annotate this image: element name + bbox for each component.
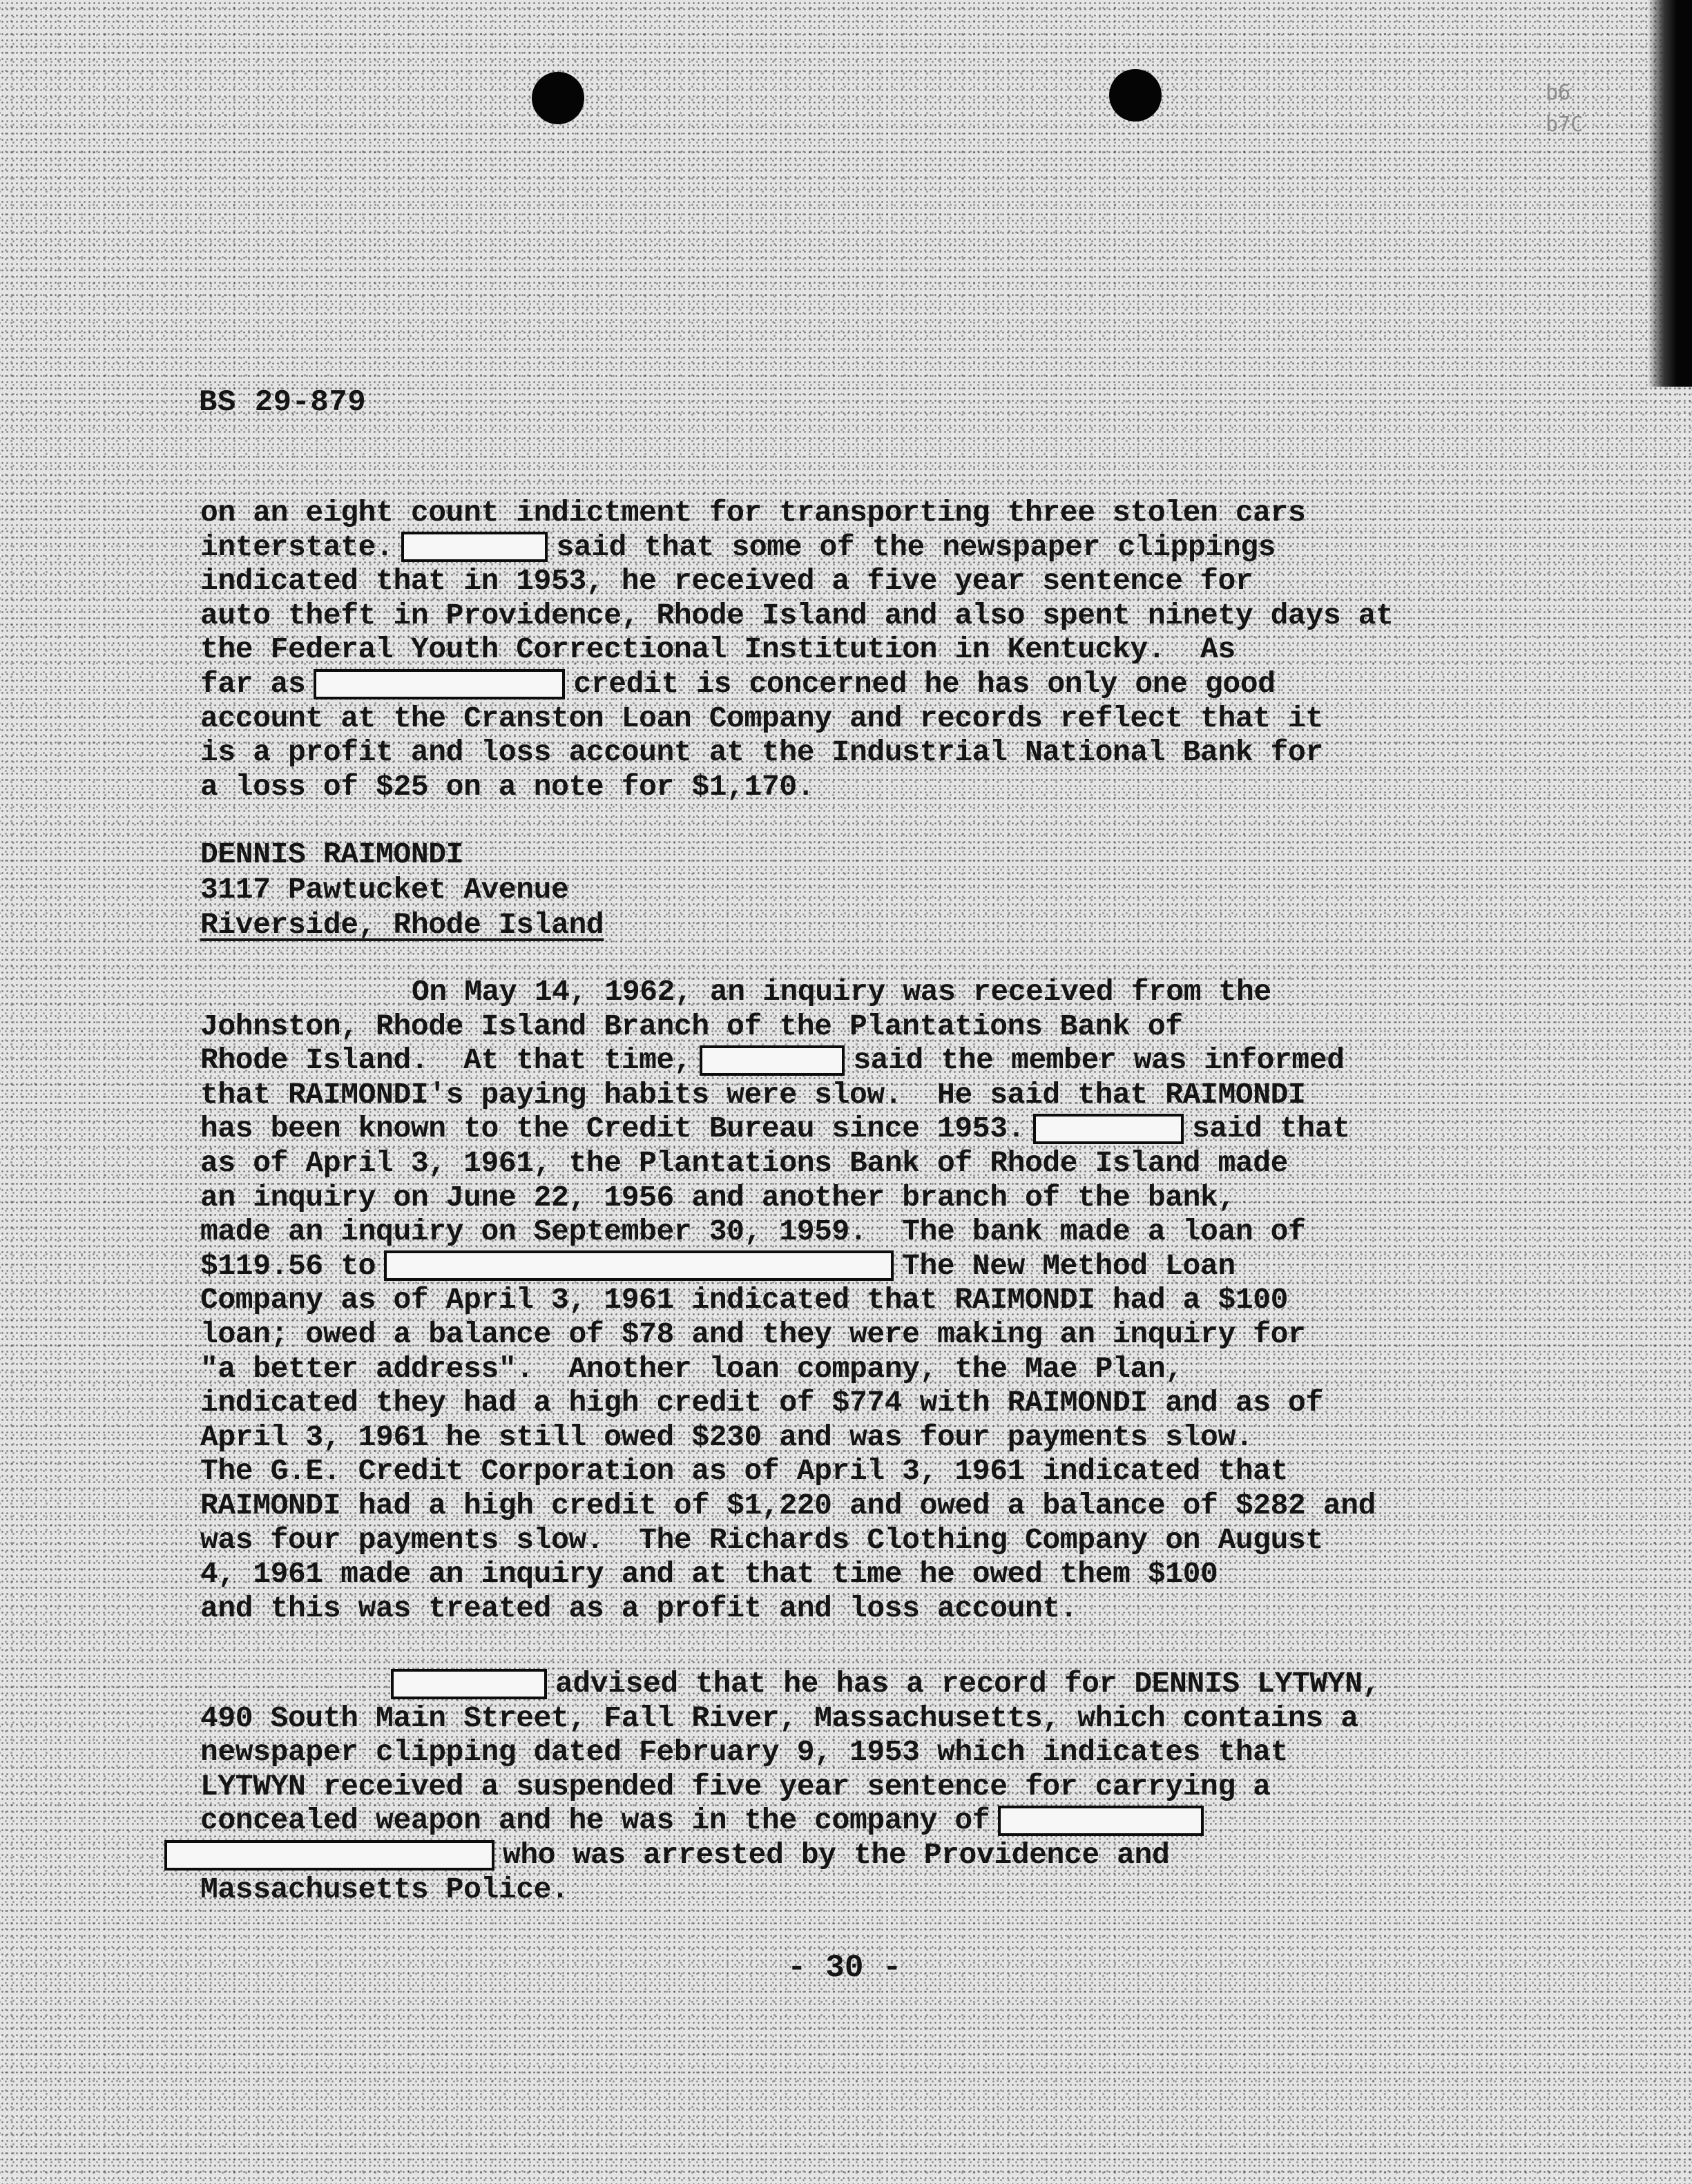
text-line: newspaper clipping dated February 9, 1953 which indicates that <box>200 1735 1289 1770</box>
file-number: BS 29-879 <box>199 385 367 420</box>
text-line: loan; owed a balance of $78 and they were making an inquiry for <box>200 1317 1306 1351</box>
text-line: account at the Cranston Loan Company and records reflect that it <box>200 701 1323 735</box>
text-line: as of April 3, 1961, the Plantations Bank of Rhode Island made <box>200 1146 1289 1180</box>
redaction-box <box>391 1669 547 1699</box>
text-line: is a profit and loss account at the Industrial National Bank for <box>200 735 1323 770</box>
text-line: 490 South Main Street, Fall River, Massachusetts, which contains a <box>200 1701 1358 1735</box>
text-line: advised that he has a record for DENNIS LYTWYN, <box>200 1667 1623 1701</box>
page-number: - 30 - <box>787 1950 902 1986</box>
text-line: $119.56 to The New Method Loan <box>200 1248 1236 1283</box>
redaction-box <box>384 1250 894 1281</box>
redaction-box <box>401 532 548 562</box>
redaction-box <box>700 1045 845 1076</box>
text-line: the Federal Youth Correctional Institution in Kentucky. As <box>200 632 1236 667</box>
punch-hole <box>1109 69 1162 122</box>
text-line: interstate. said that some of the newspaper clippings <box>200 530 1276 564</box>
text-line: Massachusetts Police. <box>200 1872 569 1906</box>
text-line: far as credit is concerned he has only one good <box>200 666 1276 701</box>
text-line: "a better address". Another loan company, the Mae Plan, <box>200 1351 1183 1386</box>
text-line: RAIMONDI had a high credit of $1,220 and owed a balance of $282 and <box>200 1488 1376 1523</box>
exemption-code: b6 <box>1546 81 1571 105</box>
text-line: a loss of $25 on a note for $1,170. <box>200 769 815 804</box>
punch-hole <box>532 72 584 124</box>
subject-street: 3117 Pawtucket Avenue <box>200 873 569 907</box>
subject-address <box>200 837 1623 943</box>
redaction-box <box>998 1806 1204 1836</box>
text-line: who was arrested by the Providence and <box>164 1838 1623 1873</box>
redaction-box <box>164 1840 494 1871</box>
page-edge-shadow <box>1648 0 1692 387</box>
text-line: Company as of April 3, 1961 indicated that RAIMONDI had a $100 <box>200 1283 1289 1317</box>
paragraph-credit-history <box>200 496 1623 804</box>
redaction-box <box>1033 1114 1184 1144</box>
text-line: On May 14, 1962, an inquiry was received from the <box>412 975 1271 1009</box>
text-line: Rhode Island. At that time, said the member was informed <box>200 1043 1345 1078</box>
text-line: was four payments slow. The Richards Clothing Company on August <box>200 1523 1323 1557</box>
text-line: and this was treated as a profit and loss account. <box>200 1591 1078 1625</box>
text-line: concealed weapon and he was in the company of <box>200 1804 1623 1838</box>
text-line: 4, 1961 made an inquiry and at that time he owed them $100 <box>200 1557 1218 1592</box>
text-line: made an inquiry on September 30, 1959. The bank made a loan of <box>200 1215 1306 1249</box>
text-line: April 3, 1961 he still owed $230 and was four payments slow. <box>200 1420 1253 1454</box>
text-line: an inquiry on June 22, 1956 and another branch of the bank, <box>200 1180 1236 1215</box>
redaction-box <box>314 669 565 699</box>
text-line: Johnston, Rhode Island Branch of the Plantations Bank of <box>200 1009 1183 1043</box>
text-line: that RAIMONDI's paying habits were slow. He said that RAIMONDI <box>200 1077 1306 1112</box>
exemption-codes <box>1546 77 1628 141</box>
paragraph-lytwyn-record <box>200 1667 1623 1906</box>
paragraph-raimondi-inquiry <box>200 975 1623 1625</box>
subject-city: Riverside, Rhode Island <box>200 908 604 942</box>
text-line: indicated they had a high credit of $774 with RAIMONDI and as of <box>200 1386 1323 1420</box>
subject-name: DENNIS RAIMONDI <box>200 838 464 871</box>
text-line: on an eight count indictment for transporting three stolen cars <box>200 496 1306 530</box>
text-line: has been known to the Credit Bureau since 1953. said that <box>200 1112 1350 1146</box>
text-line: indicated that in 1953, he received a five year sentence for <box>200 564 1253 599</box>
exemption-code: b7C <box>1546 113 1584 137</box>
text-line: LYTWYN received a suspended five year sentence for carrying a <box>200 1769 1271 1804</box>
text-line: The G.E. Credit Corporation as of April 3, 1961 indicated that <box>200 1454 1289 1489</box>
text-line: auto theft in Providence, Rhode Island and also spent ninety days at <box>200 598 1394 632</box>
